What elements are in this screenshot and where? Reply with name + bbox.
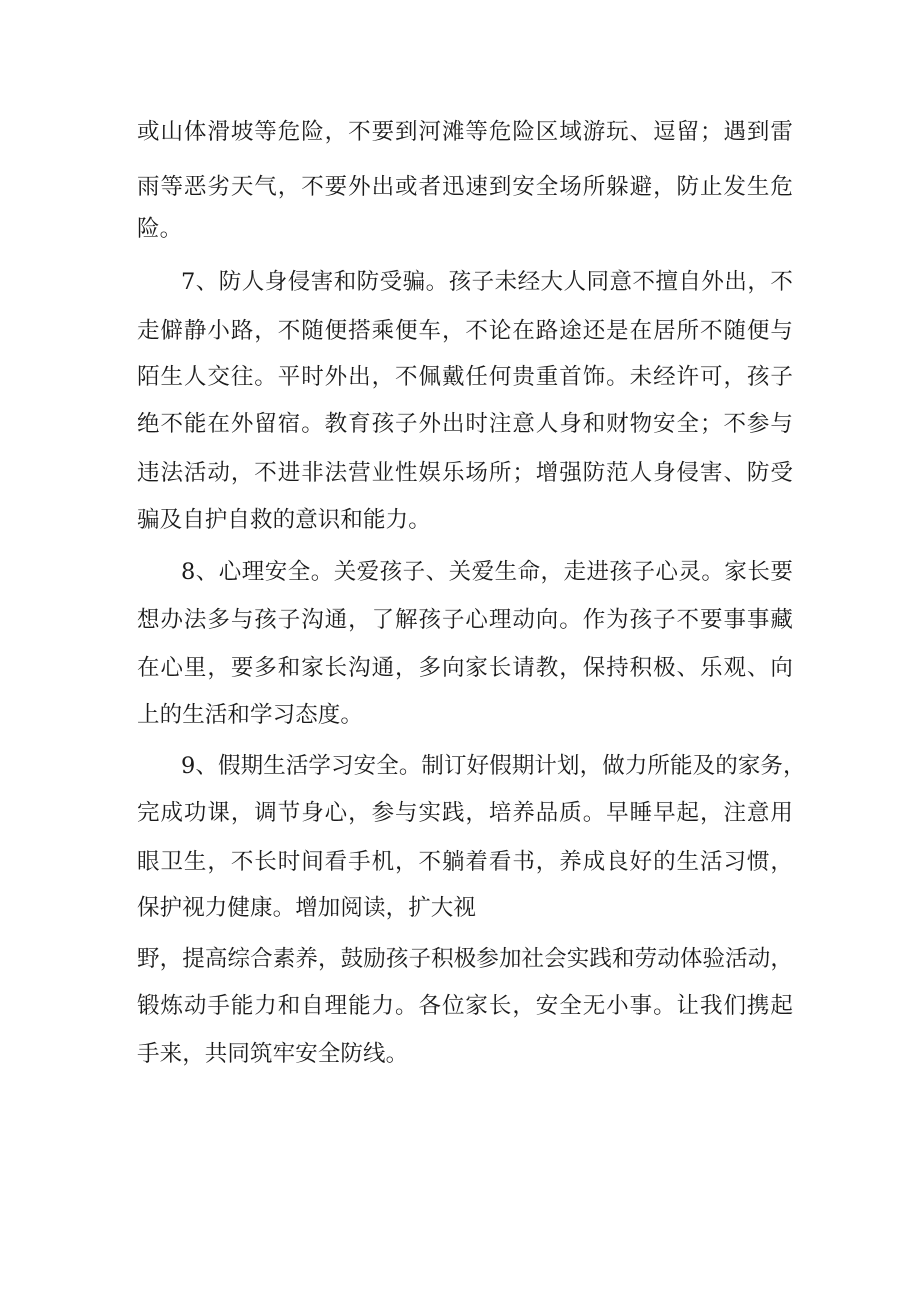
text-line-12: 在心里，要多和家长沟通，多向家长请教，保持积极、乐观、向 [137, 655, 793, 681]
text-line-11: 想办法多与孩子沟通，了解孩子心理动向。作为孩子不要事事藏 [137, 607, 793, 633]
text-line-9: 骗及自护自救的意识和能力。 [137, 507, 431, 533]
text-line-1: 或山体滑坡等危险，不要到河滩等危险区域游玩、逗留；遇到雷 [137, 119, 793, 145]
text-line-15: 完成功课，调节身心，参与实践，培养品质。早睡早起，注意用 [137, 800, 793, 826]
text-line-4: 7、防人身侵害和防受骗。孩子未经大人同意不擅自外出，不 [181, 269, 793, 295]
text-line-16: 眼卫生，不长时间看手机，不躺着看书，养成良好的生活习惯， [137, 849, 793, 875]
text-line-13: 上的生活和学习态度。 [137, 702, 364, 728]
text-line-17: 保护视力健康。增加阅读，扩大视 [137, 895, 477, 921]
text-line-8: 违法活动，不进非法营业性娱乐场所；增强防范人身侵害、防受 [137, 460, 793, 486]
text-line-20: 手来，共同筑牢安全防线。 [137, 1041, 409, 1067]
text-line-14: 9、假期生活学习安全。制订好假期计划，做力所能及的家务， [181, 753, 806, 779]
text-line-5: 走僻静小路，不随便搭乘便车，不论在路途还是在居所不随便与 [137, 318, 793, 344]
text-line-6: 陌生人交往。平时外出，不佩戴任何贵重首饰。未经许可，孩子 [137, 364, 793, 390]
text-line-10: 8、心理安全。关爱孩子、关爱生命，走进孩子心灵。家长要 [181, 559, 793, 585]
text-line-7: 绝不能在外留宿。教育孩子外出时注意人身和财物安全；不参与 [137, 411, 793, 437]
text-line-18: 野，提高综合素养，鼓励孩子积极参加社会实践和劳动体验活动， [137, 946, 793, 972]
text-line-3: 险。 [137, 216, 183, 242]
text-line-19: 锻炼动手能力和自理能力。各位家长，安全无小事。让我们携起 [137, 993, 793, 1019]
text-line-2: 雨等恶劣天气，不要外出或者迅速到安全场所躲避，防止发生危 [137, 174, 793, 200]
